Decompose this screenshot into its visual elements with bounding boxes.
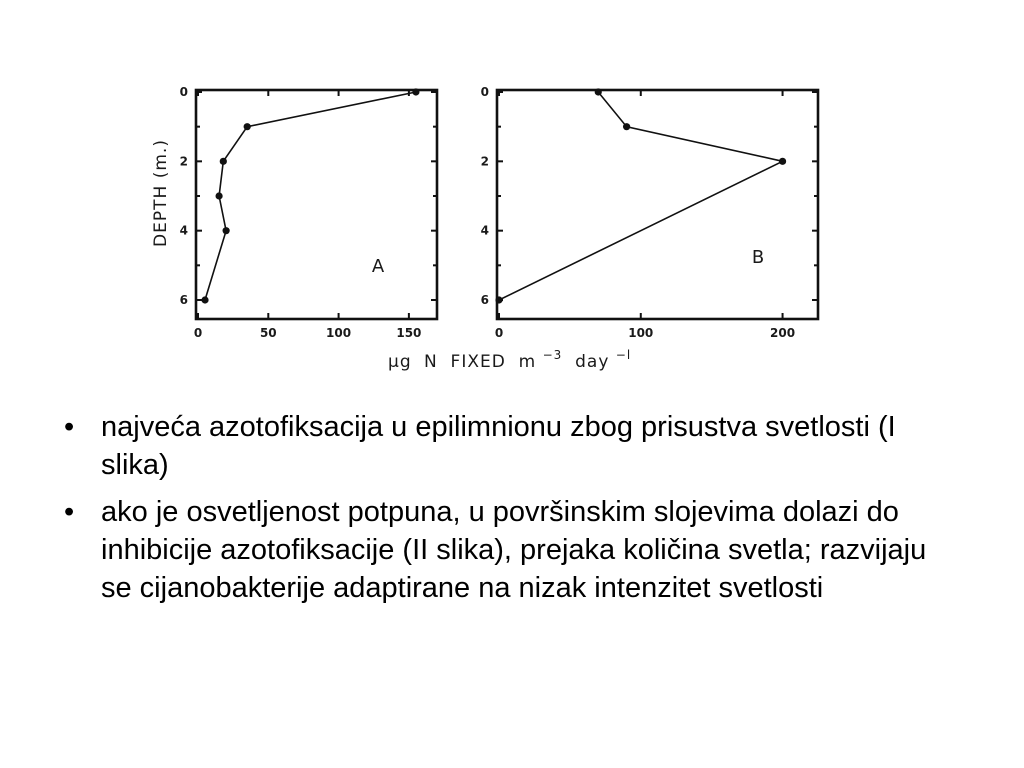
y-tick-label: 0	[480, 85, 489, 99]
data-point	[244, 123, 251, 130]
data-point	[623, 123, 630, 130]
plot-frame	[196, 90, 437, 319]
bullet-text: ako je osvetljenost potpuna, u površinskim slojevima dolazi do inhibicije azotofiksacije (II slika), prejaka količina svetla; razvijaju se cijanobakterije adaptirane na nizak intenzitet svetlosti	[101, 496, 927, 604]
data-point	[595, 88, 602, 95]
bullet-marker: •	[64, 411, 75, 443]
bullet-marker: •	[64, 496, 75, 528]
bullet-list	[64, 408, 964, 616]
series-line	[205, 92, 416, 300]
data-point	[412, 88, 419, 95]
x-axis-title-exp2: −l	[615, 348, 632, 362]
data-point	[215, 192, 222, 199]
y-tick-label: 6	[179, 293, 188, 307]
x-axis-title-unit: day	[568, 352, 610, 372]
x-tick-label: 50	[259, 326, 277, 340]
panel-label: A	[371, 256, 385, 277]
bullet-item	[64, 493, 964, 607]
x-axis-title	[388, 344, 631, 372]
data-point	[201, 296, 208, 303]
data-point	[495, 296, 502, 303]
y-axis-title: DEPTH (m.)	[151, 139, 171, 247]
x-tick-label: 100	[628, 326, 654, 340]
x-axis-title-main: N FIXED m	[424, 352, 537, 372]
plot-frame	[497, 90, 818, 319]
x-tick-label: 150	[396, 326, 422, 340]
data-point	[223, 227, 230, 234]
y-tick-label: 2	[480, 154, 489, 169]
bullet-item	[64, 408, 964, 484]
panel-label: B	[751, 247, 765, 268]
x-tick-label: 100	[326, 326, 352, 340]
x-tick-label: 200	[770, 326, 796, 340]
y-tick-label: 2	[179, 154, 188, 169]
x-tick-label: 0	[494, 326, 504, 340]
data-point	[220, 158, 227, 165]
x-tick-label: 0	[193, 326, 203, 340]
data-point	[779, 158, 786, 165]
chart-panel-a	[180, 85, 437, 340]
y-tick-label: 6	[480, 293, 489, 307]
y-tick-label: 0	[179, 85, 188, 99]
y-tick-label: 4	[480, 223, 489, 238]
x-axis-title-exp1: −3	[542, 348, 563, 362]
chart-panel-b	[481, 85, 818, 340]
bullet-text: najveća azotofiksacija u epilimnionu zbog prisustva svetlosti (I slika)	[101, 411, 896, 481]
y-tick-label: 4	[179, 223, 188, 238]
series-line	[499, 92, 783, 300]
x-axis-title-prefix: μg	[388, 352, 412, 372]
